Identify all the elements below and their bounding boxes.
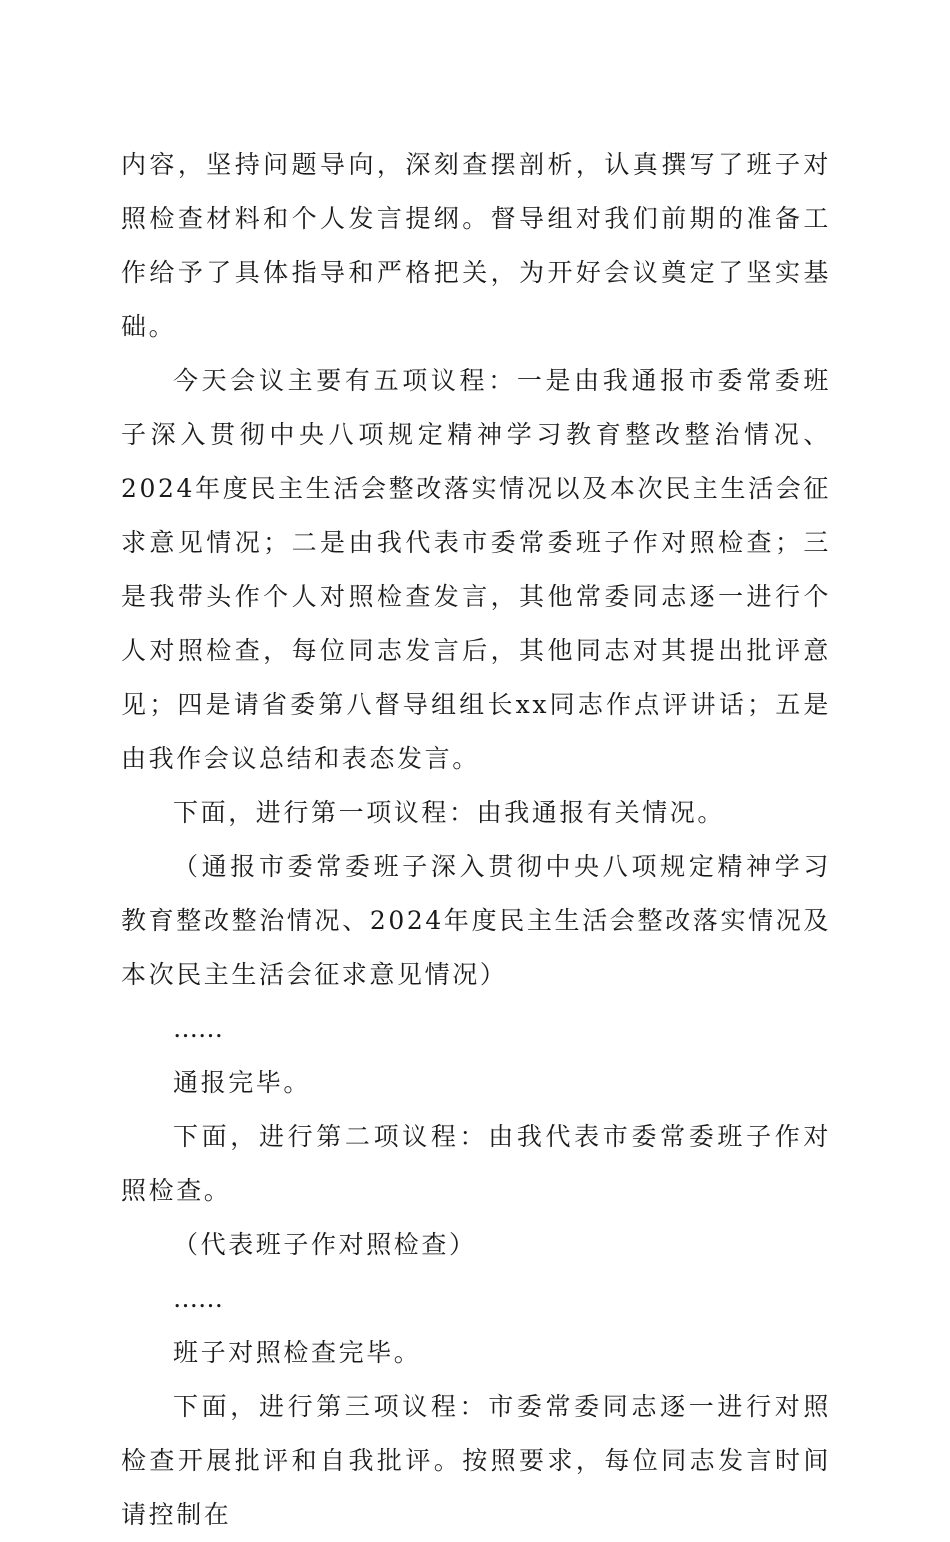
paragraph-agenda-item-3: 下面，进行第三项议程：市委常委同志逐一进行对照检查开展批评和自我批评。按照要求，每位同志发言时间请控制在: [121, 1392, 831, 1529]
paragraph-review-note: （代表班子作对照检查）: [173, 1230, 477, 1259]
paragraph-review-done: 班子对照检查完毕。: [173, 1338, 422, 1367]
ellipsis-2: ……: [173, 1284, 223, 1313]
document-body: [121, 138, 831, 1542]
paragraph-report-note: （通报市委常委班子深入贯彻中央八项规定精神学习教育整改整治情况、2024年度民主生活会整改落实情况及本次民主生活会征求意见情况）: [121, 852, 831, 989]
paragraph-agenda-overview: 今天会议主要有五项议程：一是由我通报市委常委班子深入贯彻中央八项规定精神学习教育整改整治情况、2024年度民主生活会整改落实情况以及本次民主生活会征求意见情况；二是由我代表市委常委班子作对照检查；三是我带头作个人对照检查发言，其他常委同志逐一进行个人对照检查，每位同志发言后，其他同志对其提出批评意见；四是请省委第八督导组组长xx同志作点评讲话；五是由我作会议总结和表态发言。: [121, 366, 831, 773]
paragraph-continuation: 内容，坚持问题导向，深刻查摆剖析，认真撰写了班子对照检查材料和个人发言提纲。督导组对我们前期的准备工作给予了具体指导和严格把关，为开好会议奠定了坚实基础。: [121, 150, 831, 341]
paragraph-agenda-item-2: 下面，进行第二项议程：由我代表市委常委班子作对照检查。: [121, 1122, 831, 1205]
paragraph-agenda-item-1: 下面，进行第一项议程：由我通报有关情况。: [173, 798, 726, 827]
ellipsis-1: ……: [173, 1014, 223, 1043]
paragraph-report-done: 通报完毕。: [173, 1068, 312, 1097]
